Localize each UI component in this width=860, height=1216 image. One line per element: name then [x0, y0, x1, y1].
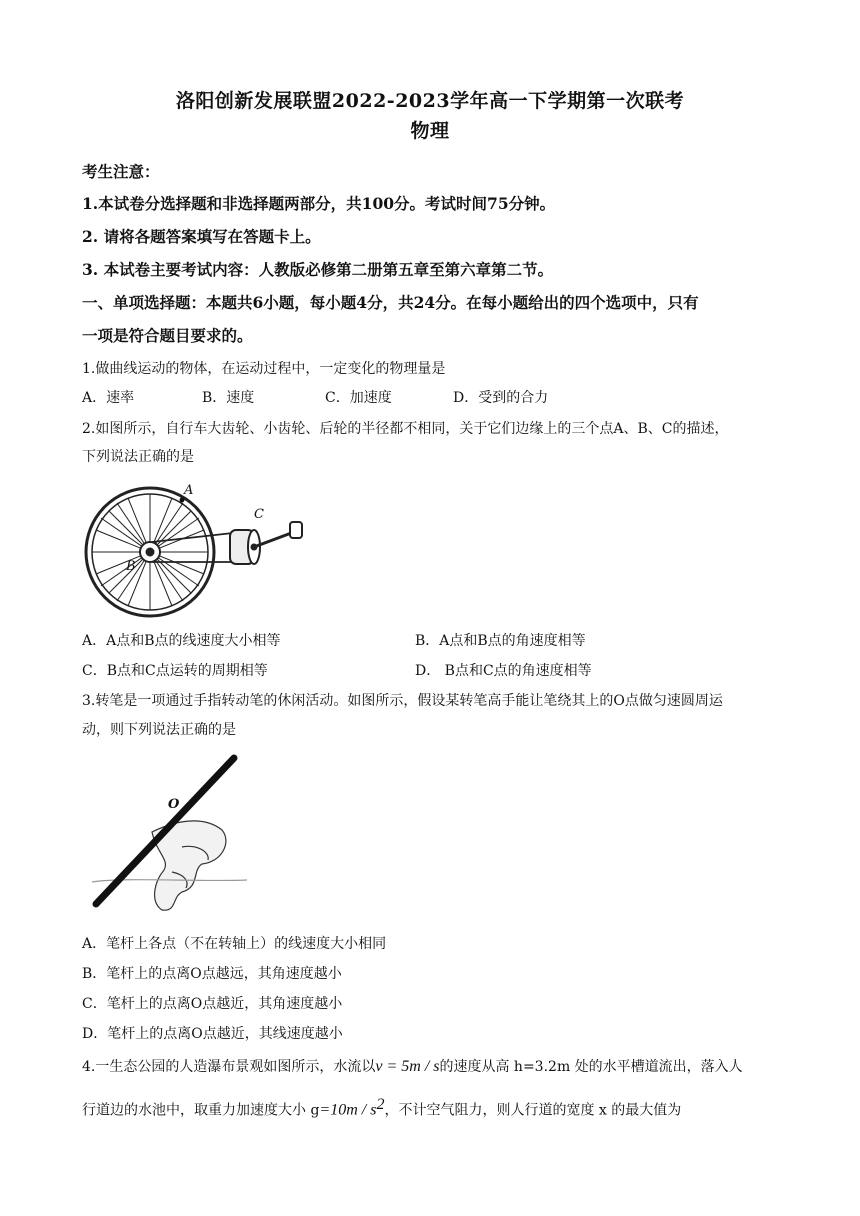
q2-option-c: C．B点和C点运转的周期相等 — [82, 663, 268, 679]
exam-subject: 物理 — [410, 120, 450, 142]
gravity-exponent: 2 — [376, 1096, 385, 1113]
q3-option-c: C．笔杆上的点离O点越近，其角速度越小 — [82, 996, 343, 1012]
q3-stem-line1: 3.转笔是一项通过手指转动笔的休闲活动。如图所示，假设某转笔高手能让笔绕其上的O点做匀速圆周运 — [82, 693, 723, 709]
q4-stem1-part2: 的速度从高 h=3.2m 处的水平槽道流出，落入人 — [439, 1059, 743, 1075]
gravity-formula: =10m / s — [319, 1101, 377, 1119]
velocity-formula: v = 5m / s — [375, 1058, 440, 1075]
q3-option-a: A．笔杆上各点（不在转轴上）的线速度大小相同 — [82, 936, 387, 952]
figure-label-b: B — [126, 559, 136, 574]
q4-stem2-part1: 行道边的水池中，取重力加速度大小 g — [82, 1102, 320, 1119]
q3-option-d: D．笔杆上的点离O点越近，其线速度越小 — [82, 1026, 343, 1042]
q3-stem-line2: 动，则下列说法正确的是 — [82, 722, 236, 738]
q1-option-a: A．速率 — [82, 390, 135, 406]
figure-label-c: C — [254, 507, 264, 522]
q4-stem2-part2: ，不计空气阻力，则人行道的宽度 x 的最大值为 — [384, 1102, 682, 1119]
q1-option-c: C．加速度 — [325, 390, 392, 406]
notice-item-3: 3. 本试卷主要考试内容：人教版必修第二册第五章至第六章第二节。 — [82, 260, 554, 279]
notice-item-1: 1.本试卷分选择题和非选择题两部分，共100分。考试时间75分钟。 — [82, 194, 556, 213]
q2-option-b: B．A点和B点的角速度相等 — [415, 633, 586, 649]
q1-option-d: D．受到的合力 — [453, 390, 549, 406]
q2-stem-line2: 下列说法正确的是 — [82, 449, 194, 465]
q1-option-b: B．速度 — [202, 390, 255, 406]
q4-stem1-part1: 4.一生态公园的人造瀑布景观如图所示，水流以 — [82, 1059, 376, 1075]
notice-heading: 考生注意： — [82, 162, 160, 181]
q4-stem-line2 — [82, 1096, 681, 1120]
pen-spinning-figure — [82, 752, 252, 922]
figure-label-a: A — [184, 483, 194, 498]
q1-stem: 1.做曲线运动的物体，在运动过程中，一定变化的物理量是 — [82, 361, 446, 377]
q2-option-d: D． B点和C点的角速度相等 — [415, 663, 592, 679]
section1-line1: 一、单项选择题：本题共6小题，每小题4分，共24分。在每小题给出的四个选项中，只有 — [82, 293, 699, 312]
bicycle-wheel-figure — [82, 472, 312, 622]
q3-option-b: B．笔杆上的点离O点越远，其角速度越小 — [82, 966, 342, 982]
figure-label-o: O — [168, 797, 180, 812]
notice-item-2: 2. 请将各题答案填写在答题卡上。 — [82, 227, 321, 246]
exam-title: 洛阳创新发展联盟2022-2023学年高一下学期第一次联考 — [175, 90, 685, 112]
section1-line2: 一项是符合题目要求的。 — [82, 326, 253, 345]
q4-stem-line1 — [82, 1056, 743, 1076]
q2-stem-line1: 2.如图所示，自行车大齿轮、小齿轮、后轮的半径都不相同，关于它们边缘上的三个点A、B、C的描述， — [82, 421, 729, 437]
q2-option-a: A．A点和B点的线速度大小相等 — [82, 633, 281, 649]
